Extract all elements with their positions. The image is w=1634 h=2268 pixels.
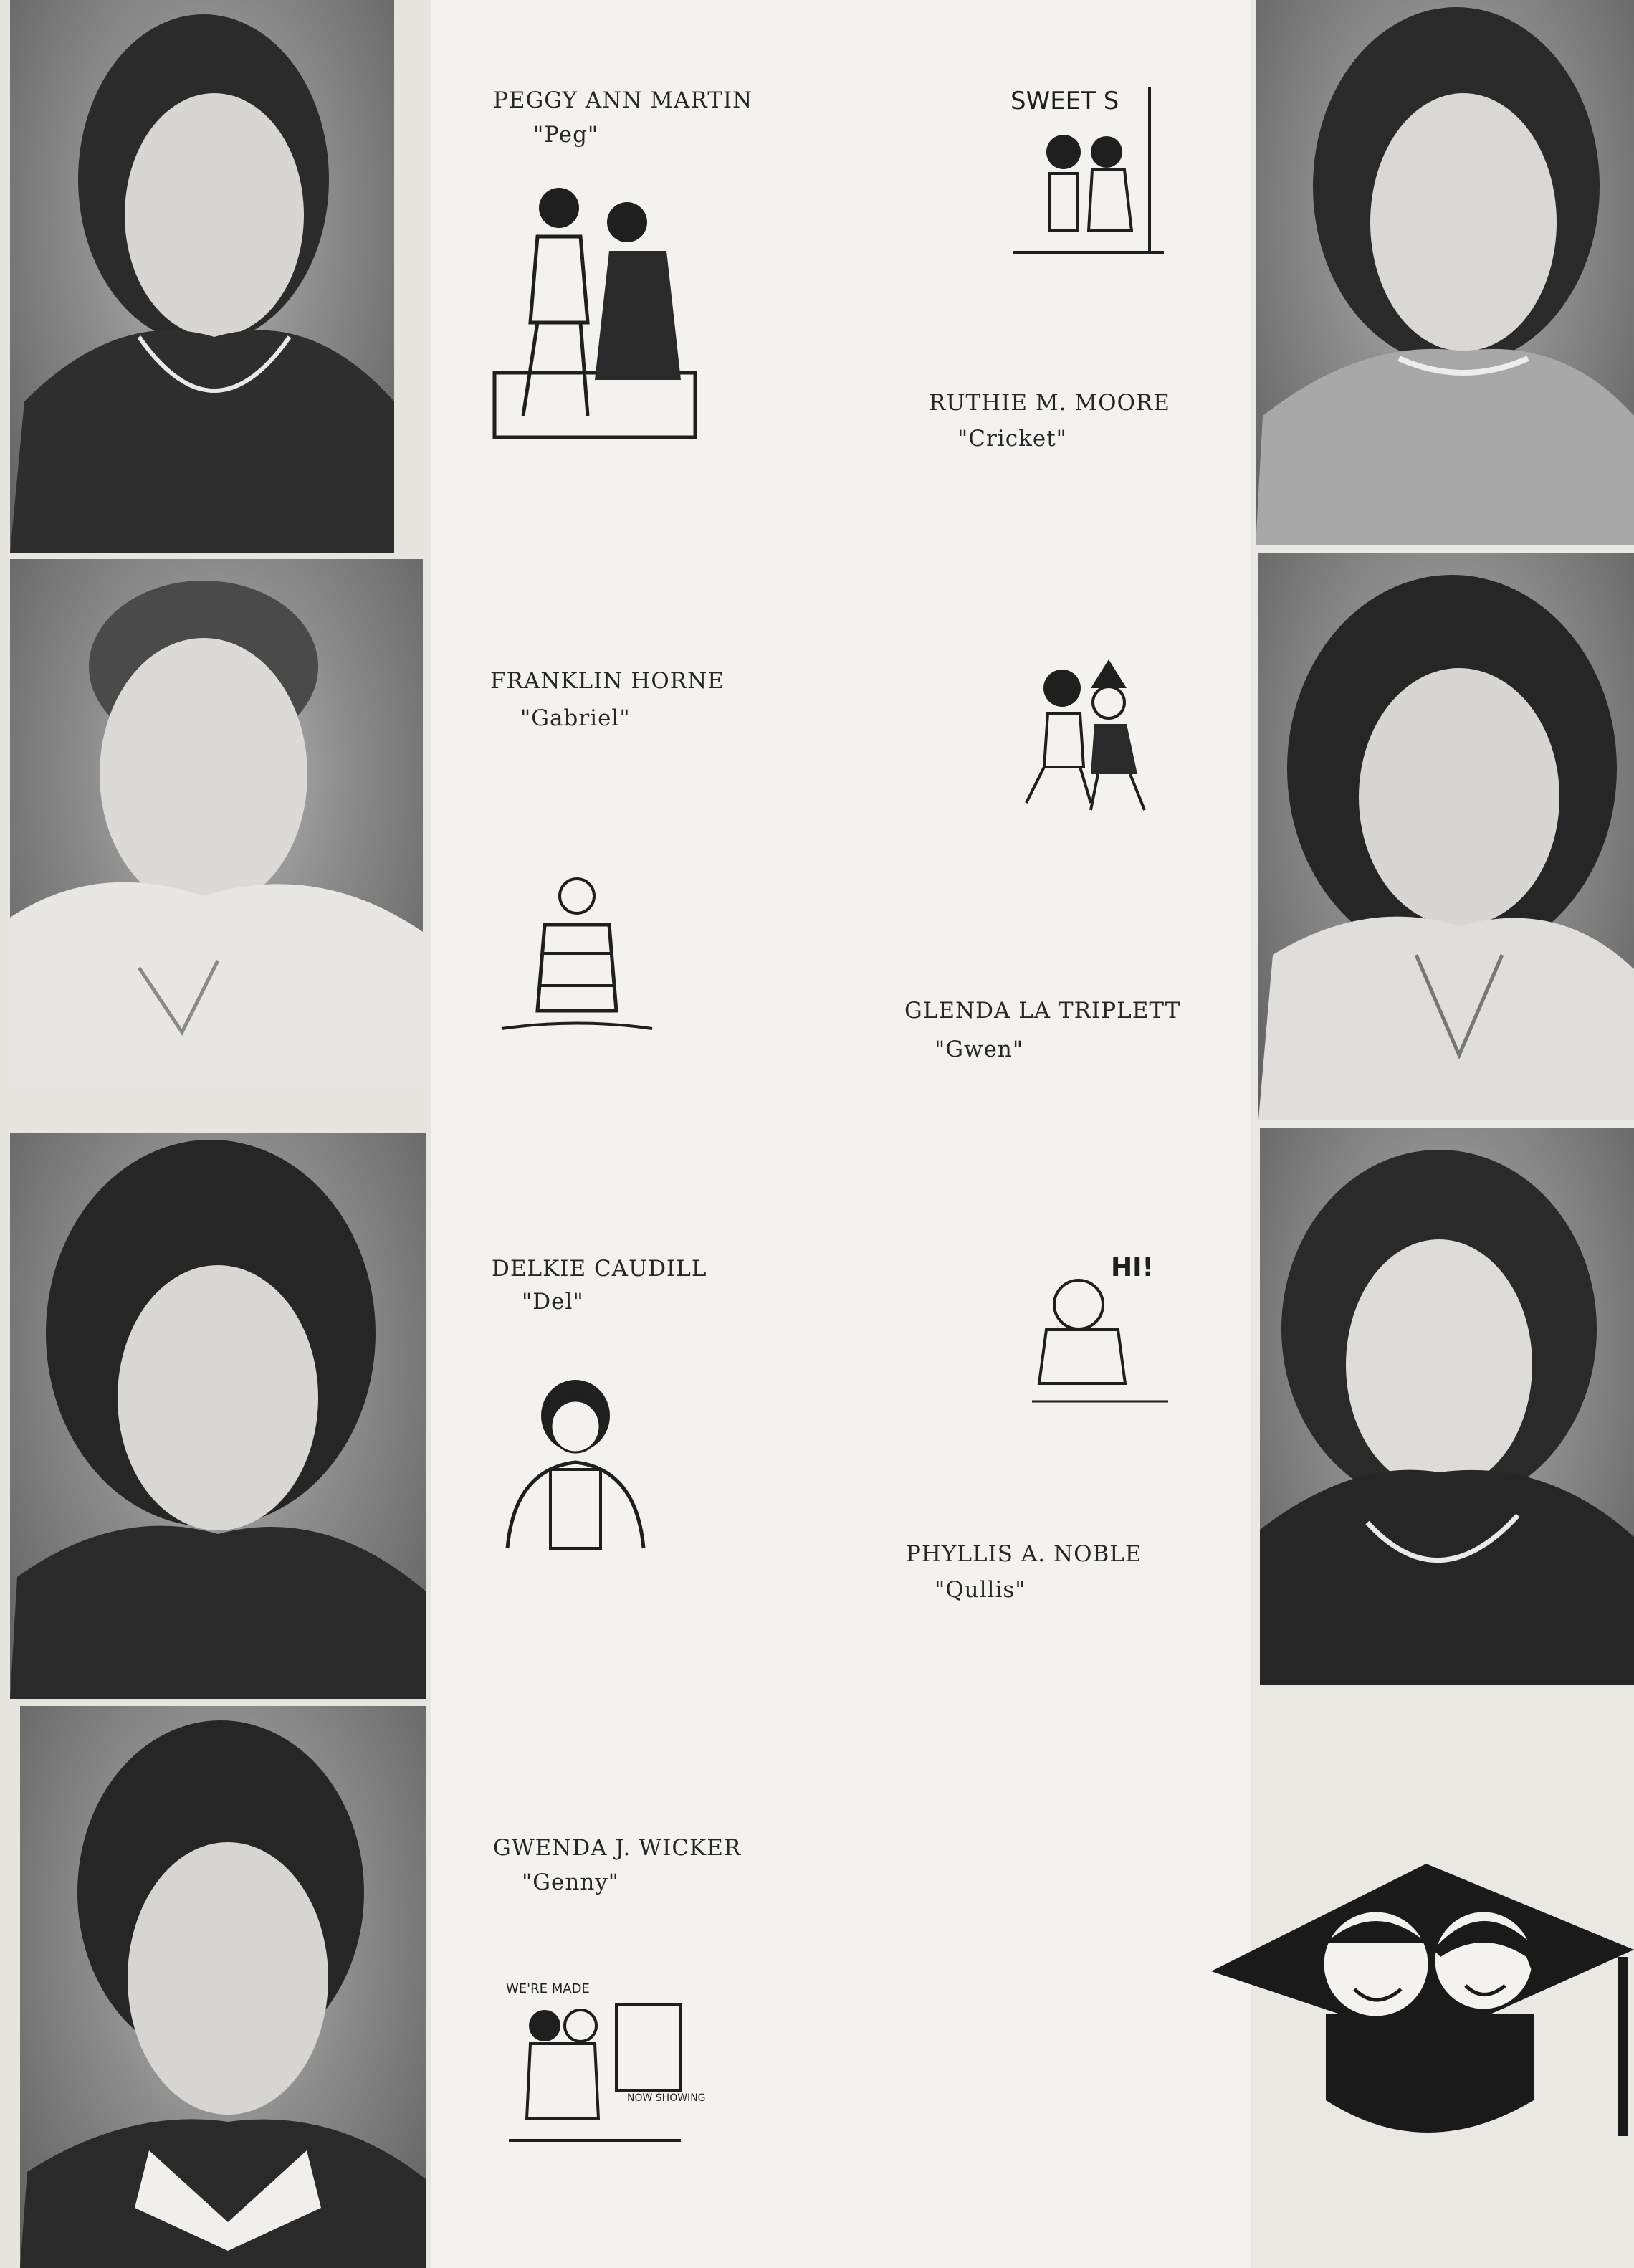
student-nickname-3: "Gabriel" — [520, 705, 631, 731]
were-made-text: WE'RE MADE — [506, 1981, 590, 1996]
student-nickname-6: "Qullis" — [935, 1577, 1026, 1603]
portrait-photo-gwenda-j-wicker — [20, 1706, 426, 2268]
student-nickname-1: "Peg" — [533, 122, 599, 148]
student-nickname-4: "Gwen" — [935, 1037, 1024, 1062]
student-nickname-7: "Genny" — [522, 1869, 620, 1895]
student-nickname-5: "Del" — [522, 1289, 584, 1315]
student-name-7: GWENDA J. WICKER — [493, 1835, 742, 1861]
portrait-photo-glenda-la-triplett — [1258, 553, 1634, 1120]
portrait-photo-franklin-horne — [10, 559, 423, 1087]
student-nickname-2: "Cricket" — [957, 426, 1067, 452]
portrait-photo-ruthie-m-moore — [1256, 0, 1634, 545]
cartoon-boy-in-barrel — [494, 875, 659, 1047]
cartoon-woman-apron — [493, 1376, 658, 1563]
graduation-cap-couple-icon — [1211, 1864, 1634, 2165]
student-name-4: GLENDA LA TRIPLETT — [904, 998, 1181, 1024]
student-name-5: DELKIE CAUDILL — [492, 1256, 707, 1282]
sweets-sign-text: SWEET S — [1010, 87, 1119, 115]
student-name-2: RUTHIE M. MOORE — [929, 390, 1170, 416]
cartoon-kids-walking — [1019, 659, 1162, 817]
student-name-6: PHYLLIS A. NOBLE — [906, 1541, 1142, 1567]
hi-speech-text: HI! — [1111, 1253, 1154, 1282]
cartoon-baby-saying-hi — [1025, 1247, 1175, 1419]
cartoon-sweets-kids — [1006, 80, 1171, 288]
cartoon-movie-theater-kids — [502, 1976, 706, 2169]
now-showing-text: NOW SHOWING — [627, 2092, 706, 2104]
student-name-1: PEGGY ANN MARTIN — [493, 87, 753, 113]
portrait-photo-delkie-caudill — [10, 1133, 426, 1699]
portrait-photo-peggy-ann-martin — [10, 0, 394, 553]
portrait-photo-phyllis-a-noble — [1260, 1128, 1634, 1685]
cartoon-two-girls-chatting — [480, 179, 710, 466]
student-name-3: FRANKLIN HORNE — [490, 668, 725, 694]
